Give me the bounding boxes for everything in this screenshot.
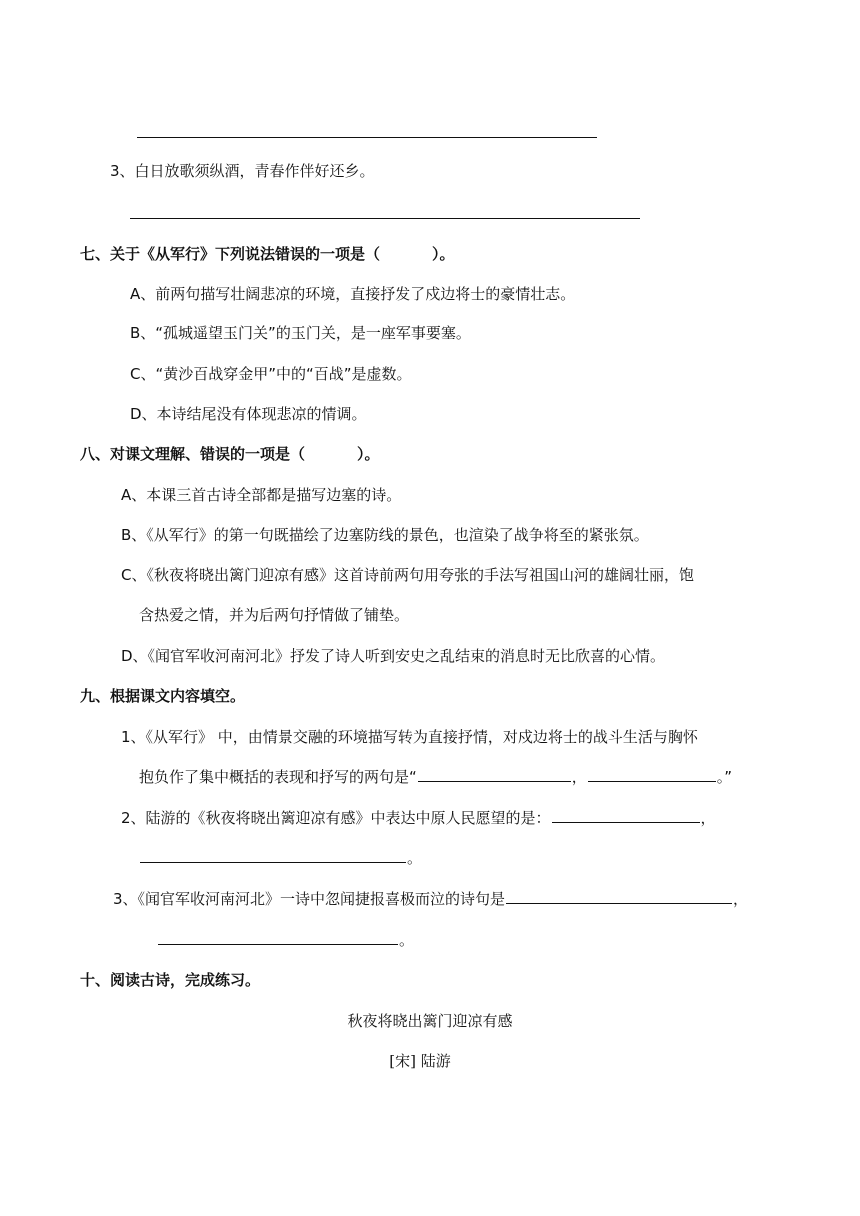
q9-item-3-blank-2[interactable]	[158, 930, 398, 945]
q7-title-end: ）。	[432, 245, 455, 263]
q8-option-d: D、《闻官军收河南河北》抒发了诗人听到安史之乱结束的消息时无比欣喜的心情。	[121, 647, 666, 665]
q7-option-d: D、本诗结尾没有体现悲凉的情调。	[130, 405, 367, 423]
q6-item-3: 3、白日放歌须纵酒，青春作伴好还乡。	[110, 162, 375, 180]
q8-option-a: A、本课三首古诗全部都是描写边塞的诗。	[121, 486, 402, 504]
q9-item-2-blank-2[interactable]	[140, 848, 406, 863]
q9-item-1-end: 。”	[716, 768, 733, 786]
q9-item-2-text: 2、陆游的《秋夜将晓出篱迎凉有感》中表达中原人民愿望的是：	[121, 809, 551, 827]
q7-option-b: B、“孤城遥望玉门关”的玉门关，是一座军事要塞。	[130, 324, 471, 342]
q9-title: 九、根据课文内容填空。	[80, 687, 246, 705]
q8-option-c-line2: 含热爱之情，并为后两句抒情做了铺垫。	[139, 606, 410, 624]
q9-item-3-text: 3、《闻官军收河南河北》一诗中忽闻捷报喜极而泣的诗句是	[113, 890, 506, 908]
q9-item-1-line1: 1、《从军行》 中，由情景交融的环境描写转为直接抒情，对戍边将士的战斗生活与胸怀	[121, 728, 698, 746]
q8-title-end: ）。	[357, 445, 380, 463]
q9-item-3-comma: ，	[733, 890, 749, 908]
poem-title: 秋夜将晓出篱门迎凉有感	[347, 1012, 513, 1030]
q9-item-3-blank-1[interactable]	[506, 889, 732, 904]
q9-item-3-end: 。	[399, 931, 415, 949]
q8-option-c-line1: C、《秋夜将晓出篱门迎凉有感》这首诗前两句用夸张的手法写祖国山河的雄阔壮丽，饱	[121, 566, 694, 584]
q7-option-c: C、“黄沙百战穿金甲”中的“百战”是虚数。	[130, 365, 412, 383]
q8-title-text: 八、对课文理解、错误的一项是（	[80, 445, 306, 463]
q8-title	[80, 444, 380, 464]
q9-item-1-blank-1[interactable]	[418, 767, 571, 782]
q9-item-1-line2	[139, 767, 732, 787]
q10-title: 十、阅读古诗，完成练习。	[80, 971, 261, 989]
q7-title-text: 七、关于《从军行》下列说法错误的一项是（	[80, 245, 381, 263]
q7-title	[80, 244, 455, 264]
poem-author: [宋] 陆游	[389, 1052, 451, 1070]
q9-item-2-end: 。	[407, 849, 423, 867]
answer-line[interactable]	[137, 137, 597, 138]
q9-item-1-comma: ，	[571, 768, 587, 786]
q9-item-2-line2	[139, 848, 422, 868]
answer-line[interactable]	[130, 218, 640, 219]
q9-item-1-blank-2[interactable]	[588, 767, 716, 782]
q7-option-a: A、前两句描写壮阔悲凉的环境，直接抒发了戍边将士的豪情壮志。	[130, 285, 576, 303]
q9-item-2-line1	[121, 808, 716, 828]
q9-item-2-comma: ，	[700, 809, 716, 827]
q9-item-1-text: 抱负作了集中概括的表现和抒写的两句是“	[139, 768, 417, 786]
q8-option-b: B、《从军行》的第一句既描绘了边塞防线的景色，也渲染了战争将至的紧张氛。	[121, 526, 649, 544]
q9-item-3-line1	[113, 889, 748, 909]
q9-item-3-line2	[157, 930, 414, 950]
q9-item-2-blank-1[interactable]	[552, 808, 700, 823]
